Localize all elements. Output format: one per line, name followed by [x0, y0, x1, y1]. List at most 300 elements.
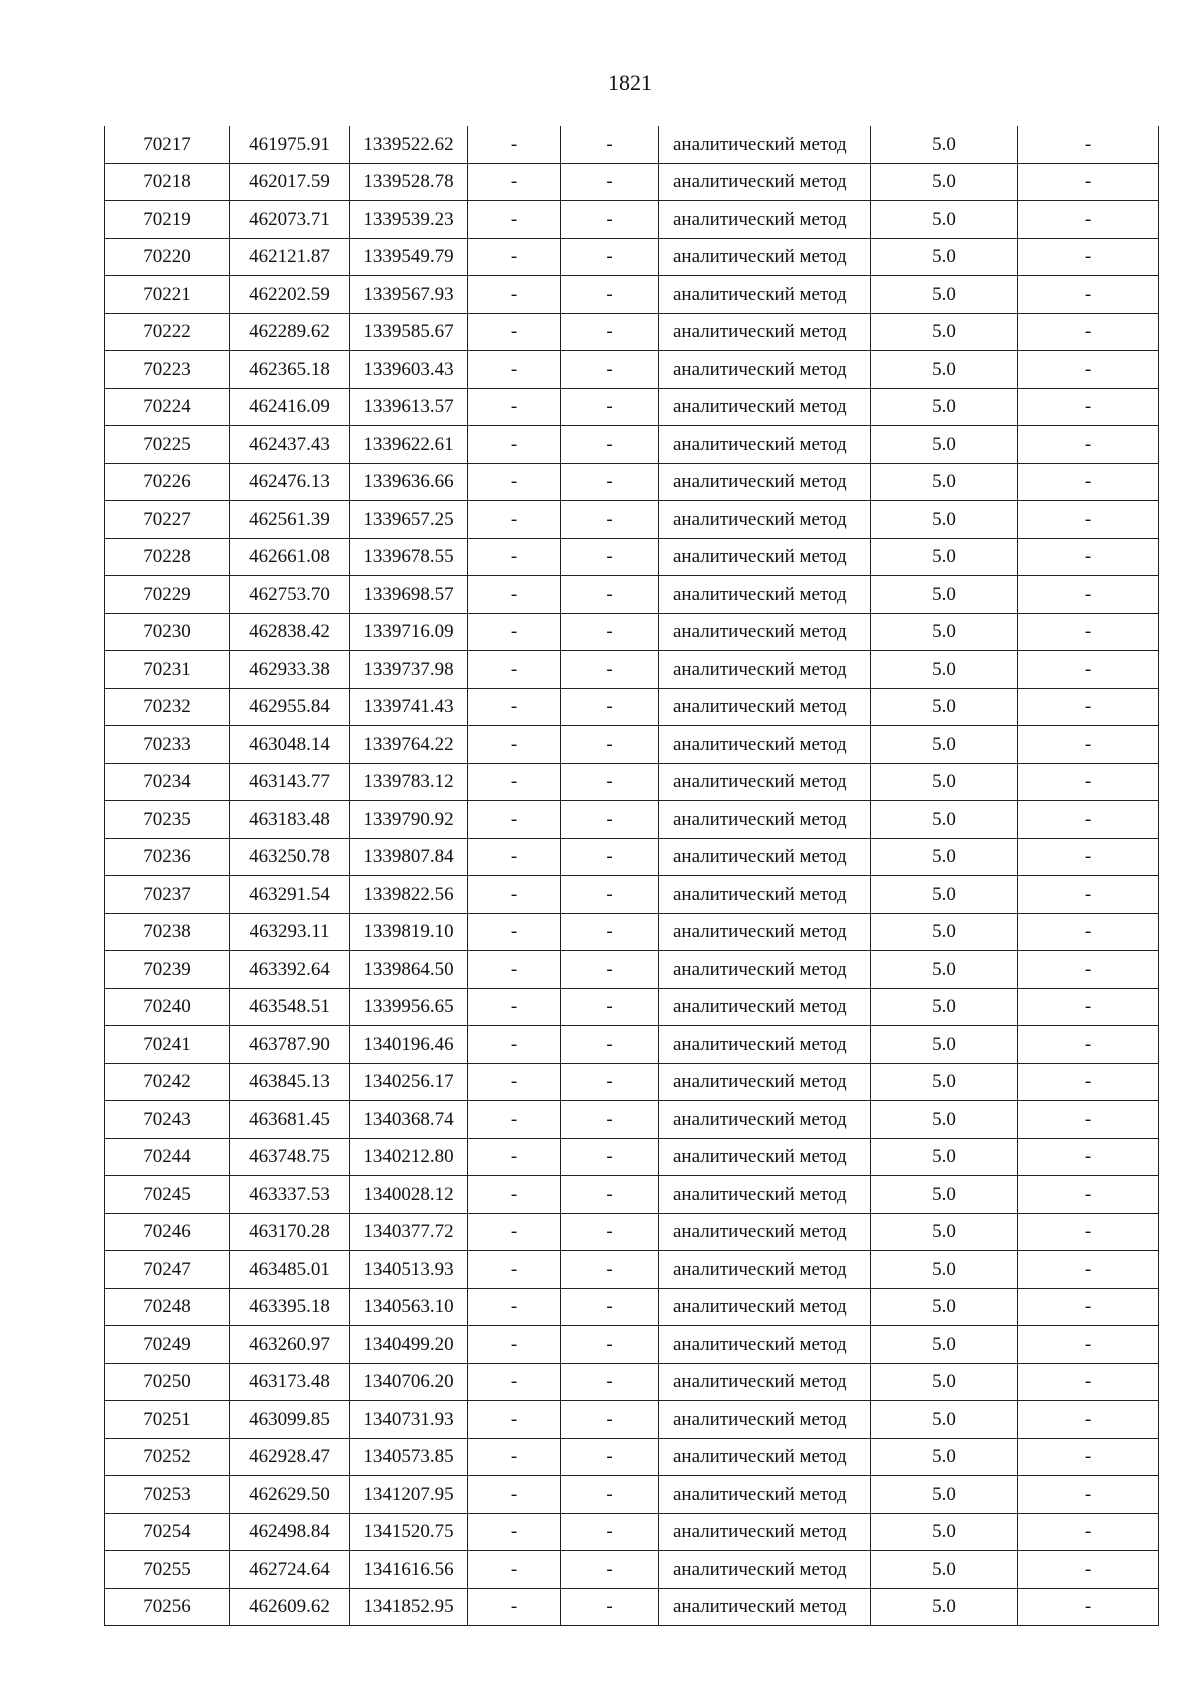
empty-cell-3: - — [1018, 1363, 1159, 1401]
table-row — [105, 613, 1159, 651]
empty-cell-2: - — [561, 388, 659, 426]
empty-cell-1: - — [468, 1213, 561, 1251]
x-coordinate-cell: 463183.48 — [230, 801, 350, 839]
point-number-cell: 70250 — [105, 1363, 230, 1401]
point-number-cell: 70237 — [105, 876, 230, 914]
y-coordinate-cell: 1340513.93 — [350, 1251, 468, 1289]
point-number-cell: 70233 — [105, 726, 230, 764]
empty-cell-3: - — [1018, 201, 1159, 239]
point-number-cell: 70240 — [105, 988, 230, 1026]
point-number-cell: 70249 — [105, 1326, 230, 1364]
x-coordinate-cell: 462437.43 — [230, 426, 350, 464]
accuracy-cell: 5.0 — [871, 201, 1018, 239]
method-cell: аналитический метод — [659, 538, 871, 576]
method-cell: аналитический метод — [659, 463, 871, 501]
table-row — [105, 576, 1159, 614]
empty-cell-1: - — [468, 1101, 561, 1139]
empty-cell-1: - — [468, 538, 561, 576]
point-number-cell: 70219 — [105, 201, 230, 239]
method-cell: аналитический метод — [659, 951, 871, 989]
point-number-cell: 70226 — [105, 463, 230, 501]
accuracy-cell: 5.0 — [871, 1101, 1018, 1139]
empty-cell-2: - — [561, 1326, 659, 1364]
empty-cell-1: - — [468, 651, 561, 689]
table-row — [105, 1551, 1159, 1589]
empty-cell-2: - — [561, 1213, 659, 1251]
x-coordinate-cell: 463748.75 — [230, 1138, 350, 1176]
y-coordinate-cell: 1339522.62 — [350, 126, 468, 163]
y-coordinate-cell: 1339737.98 — [350, 651, 468, 689]
empty-cell-2: - — [561, 426, 659, 464]
accuracy-cell: 5.0 — [871, 1401, 1018, 1439]
point-number-cell: 70241 — [105, 1026, 230, 1064]
table-row — [105, 201, 1159, 239]
table-row — [105, 351, 1159, 389]
accuracy-cell: 5.0 — [871, 1438, 1018, 1476]
accuracy-cell: 5.0 — [871, 351, 1018, 389]
empty-cell-2: - — [561, 1138, 659, 1176]
point-number-cell: 70230 — [105, 613, 230, 651]
point-number-cell: 70234 — [105, 763, 230, 801]
empty-cell-1: - — [468, 276, 561, 314]
x-coordinate-cell: 462498.84 — [230, 1513, 350, 1551]
table-row — [105, 1101, 1159, 1139]
x-coordinate-cell: 461975.91 — [230, 126, 350, 163]
empty-cell-3: - — [1018, 1063, 1159, 1101]
empty-cell-3: - — [1018, 163, 1159, 201]
y-coordinate-cell: 1339764.22 — [350, 726, 468, 764]
table-row — [105, 1363, 1159, 1401]
empty-cell-2: - — [561, 1176, 659, 1214]
y-coordinate-cell: 1339698.57 — [350, 576, 468, 614]
x-coordinate-cell: 462955.84 — [230, 688, 350, 726]
empty-cell-1: - — [468, 1326, 561, 1364]
method-cell: аналитический метод — [659, 1401, 871, 1439]
x-coordinate-cell: 463485.01 — [230, 1251, 350, 1289]
accuracy-cell: 5.0 — [871, 613, 1018, 651]
x-coordinate-cell: 462561.39 — [230, 501, 350, 539]
table-row — [105, 651, 1159, 689]
empty-cell-3: - — [1018, 538, 1159, 576]
y-coordinate-cell: 1339807.84 — [350, 838, 468, 876]
x-coordinate-cell: 463260.97 — [230, 1326, 350, 1364]
y-coordinate-cell: 1340368.74 — [350, 1101, 468, 1139]
point-number-cell: 70245 — [105, 1176, 230, 1214]
method-cell: аналитический метод — [659, 1138, 871, 1176]
method-cell: аналитический метод — [659, 876, 871, 914]
accuracy-cell: 5.0 — [871, 1476, 1018, 1514]
x-coordinate-cell: 462609.62 — [230, 1588, 350, 1626]
point-number-cell: 70256 — [105, 1588, 230, 1626]
empty-cell-3: - — [1018, 1401, 1159, 1439]
method-cell: аналитический метод — [659, 1513, 871, 1551]
table-row — [105, 388, 1159, 426]
x-coordinate-cell: 463250.78 — [230, 838, 350, 876]
method-cell: аналитический метод — [659, 351, 871, 389]
table-row — [105, 1063, 1159, 1101]
table-row — [105, 1513, 1159, 1551]
table-row — [105, 426, 1159, 464]
x-coordinate-cell: 462416.09 — [230, 388, 350, 426]
x-coordinate-cell: 463337.53 — [230, 1176, 350, 1214]
method-cell: аналитический метод — [659, 913, 871, 951]
empty-cell-3: - — [1018, 388, 1159, 426]
method-cell: аналитический метод — [659, 838, 871, 876]
x-coordinate-cell: 462933.38 — [230, 651, 350, 689]
empty-cell-1: - — [468, 1138, 561, 1176]
y-coordinate-cell: 1339603.43 — [350, 351, 468, 389]
method-cell: аналитический метод — [659, 426, 871, 464]
y-coordinate-cell: 1340563.10 — [350, 1288, 468, 1326]
point-number-cell: 70253 — [105, 1476, 230, 1514]
method-cell: аналитический метод — [659, 1588, 871, 1626]
empty-cell-1: - — [468, 126, 561, 163]
empty-cell-3: - — [1018, 426, 1159, 464]
empty-cell-1: - — [468, 501, 561, 539]
y-coordinate-cell: 1339678.55 — [350, 538, 468, 576]
method-cell: аналитический метод — [659, 313, 871, 351]
empty-cell-1: - — [468, 1513, 561, 1551]
empty-cell-2: - — [561, 988, 659, 1026]
empty-cell-1: - — [468, 763, 561, 801]
point-number-cell: 70235 — [105, 801, 230, 839]
method-cell: аналитический метод — [659, 1438, 871, 1476]
y-coordinate-cell: 1340573.85 — [350, 1438, 468, 1476]
empty-cell-3: - — [1018, 1026, 1159, 1064]
x-coordinate-cell: 462073.71 — [230, 201, 350, 239]
point-number-cell: 70223 — [105, 351, 230, 389]
point-number-cell: 70255 — [105, 1551, 230, 1589]
point-number-cell: 70243 — [105, 1101, 230, 1139]
table-row — [105, 463, 1159, 501]
method-cell: аналитический метод — [659, 126, 871, 163]
method-cell: аналитический метод — [659, 163, 871, 201]
method-cell: аналитический метод — [659, 388, 871, 426]
x-coordinate-cell: 463395.18 — [230, 1288, 350, 1326]
empty-cell-1: - — [468, 613, 561, 651]
method-cell: аналитический метод — [659, 1476, 871, 1514]
table-row — [105, 726, 1159, 764]
y-coordinate-cell: 1340196.46 — [350, 1026, 468, 1064]
empty-cell-3: - — [1018, 276, 1159, 314]
empty-cell-2: - — [561, 463, 659, 501]
accuracy-cell: 5.0 — [871, 126, 1018, 163]
accuracy-cell: 5.0 — [871, 538, 1018, 576]
y-coordinate-cell: 1339741.43 — [350, 688, 468, 726]
empty-cell-3: - — [1018, 1588, 1159, 1626]
y-coordinate-cell: 1341520.75 — [350, 1513, 468, 1551]
accuracy-cell: 5.0 — [871, 688, 1018, 726]
empty-cell-3: - — [1018, 1213, 1159, 1251]
table-row — [105, 838, 1159, 876]
y-coordinate-cell: 1340028.12 — [350, 1176, 468, 1214]
empty-cell-2: - — [561, 201, 659, 239]
empty-cell-2: - — [561, 1026, 659, 1064]
empty-cell-1: - — [468, 688, 561, 726]
empty-cell-2: - — [561, 351, 659, 389]
table-row — [105, 1176, 1159, 1214]
table-row — [105, 1213, 1159, 1251]
y-coordinate-cell: 1341852.95 — [350, 1588, 468, 1626]
point-number-cell: 70218 — [105, 163, 230, 201]
coordinates-table — [104, 126, 1159, 1626]
method-cell: аналитический метод — [659, 651, 871, 689]
y-coordinate-cell: 1339622.61 — [350, 426, 468, 464]
y-coordinate-cell: 1340731.93 — [350, 1401, 468, 1439]
empty-cell-2: - — [561, 838, 659, 876]
table-body — [105, 126, 1159, 1626]
empty-cell-2: - — [561, 538, 659, 576]
method-cell: аналитический метод — [659, 1251, 871, 1289]
point-number-cell: 70222 — [105, 313, 230, 351]
x-coordinate-cell: 463845.13 — [230, 1063, 350, 1101]
empty-cell-1: - — [468, 388, 561, 426]
point-number-cell: 70224 — [105, 388, 230, 426]
method-cell: аналитический метод — [659, 1551, 871, 1589]
x-coordinate-cell: 463170.28 — [230, 1213, 350, 1251]
y-coordinate-cell: 1339956.65 — [350, 988, 468, 1026]
accuracy-cell: 5.0 — [871, 238, 1018, 276]
empty-cell-3: - — [1018, 726, 1159, 764]
empty-cell-1: - — [468, 463, 561, 501]
method-cell: аналитический метод — [659, 276, 871, 314]
x-coordinate-cell: 462661.08 — [230, 538, 350, 576]
empty-cell-1: - — [468, 201, 561, 239]
empty-cell-1: - — [468, 1588, 561, 1626]
empty-cell-2: - — [561, 313, 659, 351]
accuracy-cell: 5.0 — [871, 988, 1018, 1026]
point-number-cell: 70247 — [105, 1251, 230, 1289]
y-coordinate-cell: 1339528.78 — [350, 163, 468, 201]
empty-cell-2: - — [561, 163, 659, 201]
accuracy-cell: 5.0 — [871, 426, 1018, 464]
x-coordinate-cell: 462753.70 — [230, 576, 350, 614]
empty-cell-2: - — [561, 1063, 659, 1101]
point-number-cell: 70246 — [105, 1213, 230, 1251]
table-row — [105, 1438, 1159, 1476]
empty-cell-2: - — [561, 951, 659, 989]
y-coordinate-cell: 1339819.10 — [350, 913, 468, 951]
empty-cell-2: - — [561, 801, 659, 839]
accuracy-cell: 5.0 — [871, 313, 1018, 351]
y-coordinate-cell: 1339822.56 — [350, 876, 468, 914]
accuracy-cell: 5.0 — [871, 1138, 1018, 1176]
method-cell: аналитический метод — [659, 1063, 871, 1101]
table-row — [105, 1588, 1159, 1626]
empty-cell-1: - — [468, 1438, 561, 1476]
empty-cell-3: - — [1018, 1438, 1159, 1476]
table-row — [105, 988, 1159, 1026]
x-coordinate-cell: 462121.87 — [230, 238, 350, 276]
point-number-cell: 70220 — [105, 238, 230, 276]
point-number-cell: 70221 — [105, 276, 230, 314]
method-cell: аналитический метод — [659, 1363, 871, 1401]
y-coordinate-cell: 1339790.92 — [350, 801, 468, 839]
empty-cell-3: - — [1018, 951, 1159, 989]
y-coordinate-cell: 1340706.20 — [350, 1363, 468, 1401]
empty-cell-1: - — [468, 801, 561, 839]
point-number-cell: 70254 — [105, 1513, 230, 1551]
point-number-cell: 70228 — [105, 538, 230, 576]
table-row — [105, 1251, 1159, 1289]
empty-cell-3: - — [1018, 876, 1159, 914]
empty-cell-2: - — [561, 1476, 659, 1514]
x-coordinate-cell: 462202.59 — [230, 276, 350, 314]
method-cell: аналитический метод — [659, 1176, 871, 1214]
table-row — [105, 1326, 1159, 1364]
table-row — [105, 313, 1159, 351]
accuracy-cell: 5.0 — [871, 1363, 1018, 1401]
empty-cell-2: - — [561, 126, 659, 163]
x-coordinate-cell: 463681.45 — [230, 1101, 350, 1139]
accuracy-cell: 5.0 — [871, 1026, 1018, 1064]
empty-cell-3: - — [1018, 1176, 1159, 1214]
accuracy-cell: 5.0 — [871, 951, 1018, 989]
empty-cell-1: - — [468, 1551, 561, 1589]
point-number-cell: 70225 — [105, 426, 230, 464]
point-number-cell: 70239 — [105, 951, 230, 989]
table-row — [105, 876, 1159, 914]
empty-cell-3: - — [1018, 988, 1159, 1026]
empty-cell-1: - — [468, 1476, 561, 1514]
accuracy-cell: 5.0 — [871, 388, 1018, 426]
empty-cell-1: - — [468, 951, 561, 989]
y-coordinate-cell: 1339783.12 — [350, 763, 468, 801]
x-coordinate-cell: 462724.64 — [230, 1551, 350, 1589]
x-coordinate-cell: 462017.59 — [230, 163, 350, 201]
accuracy-cell: 5.0 — [871, 1326, 1018, 1364]
y-coordinate-cell: 1341207.95 — [350, 1476, 468, 1514]
empty-cell-3: - — [1018, 1101, 1159, 1139]
accuracy-cell: 5.0 — [871, 876, 1018, 914]
y-coordinate-cell: 1339636.66 — [350, 463, 468, 501]
method-cell: аналитический метод — [659, 576, 871, 614]
empty-cell-3: - — [1018, 651, 1159, 689]
empty-cell-2: - — [561, 1438, 659, 1476]
empty-cell-1: - — [468, 988, 561, 1026]
table-row — [105, 276, 1159, 314]
empty-cell-3: - — [1018, 463, 1159, 501]
empty-cell-1: - — [468, 1026, 561, 1064]
point-number-cell: 70232 — [105, 688, 230, 726]
x-coordinate-cell: 462476.13 — [230, 463, 350, 501]
point-number-cell: 70238 — [105, 913, 230, 951]
table-row — [105, 951, 1159, 989]
empty-cell-1: - — [468, 576, 561, 614]
empty-cell-3: - — [1018, 1326, 1159, 1364]
empty-cell-1: - — [468, 1288, 561, 1326]
accuracy-cell: 5.0 — [871, 1551, 1018, 1589]
method-cell: аналитический метод — [659, 238, 871, 276]
accuracy-cell: 5.0 — [871, 463, 1018, 501]
method-cell: аналитический метод — [659, 1101, 871, 1139]
accuracy-cell: 5.0 — [871, 838, 1018, 876]
table-row — [105, 688, 1159, 726]
accuracy-cell: 5.0 — [871, 1251, 1018, 1289]
empty-cell-2: - — [561, 1588, 659, 1626]
empty-cell-1: - — [468, 1401, 561, 1439]
y-coordinate-cell: 1340377.72 — [350, 1213, 468, 1251]
empty-cell-2: - — [561, 238, 659, 276]
empty-cell-2: - — [561, 276, 659, 314]
method-cell: аналитический метод — [659, 501, 871, 539]
accuracy-cell: 5.0 — [871, 1288, 1018, 1326]
point-number-cell: 70244 — [105, 1138, 230, 1176]
empty-cell-3: - — [1018, 913, 1159, 951]
method-cell: аналитический метод — [659, 726, 871, 764]
empty-cell-3: - — [1018, 613, 1159, 651]
accuracy-cell: 5.0 — [871, 726, 1018, 764]
table-row — [105, 1026, 1159, 1064]
accuracy-cell: 5.0 — [871, 801, 1018, 839]
point-number-cell: 70229 — [105, 576, 230, 614]
point-number-cell: 70227 — [105, 501, 230, 539]
empty-cell-3: - — [1018, 351, 1159, 389]
empty-cell-2: - — [561, 1101, 659, 1139]
empty-cell-2: - — [561, 613, 659, 651]
point-number-cell: 70217 — [105, 126, 230, 163]
accuracy-cell: 5.0 — [871, 1176, 1018, 1214]
method-cell: аналитический метод — [659, 1213, 871, 1251]
table-row — [105, 238, 1159, 276]
point-number-cell: 70236 — [105, 838, 230, 876]
empty-cell-3: - — [1018, 763, 1159, 801]
x-coordinate-cell: 463048.14 — [230, 726, 350, 764]
method-cell: аналитический метод — [659, 201, 871, 239]
empty-cell-2: - — [561, 576, 659, 614]
empty-cell-2: - — [561, 1551, 659, 1589]
accuracy-cell: 5.0 — [871, 576, 1018, 614]
method-cell: аналитический метод — [659, 688, 871, 726]
method-cell: аналитический метод — [659, 1326, 871, 1364]
empty-cell-1: - — [468, 313, 561, 351]
method-cell: аналитический метод — [659, 1026, 871, 1064]
accuracy-cell: 5.0 — [871, 501, 1018, 539]
table-row — [105, 538, 1159, 576]
table-row — [105, 1138, 1159, 1176]
table-row — [105, 1288, 1159, 1326]
x-coordinate-cell: 463787.90 — [230, 1026, 350, 1064]
x-coordinate-cell: 462838.42 — [230, 613, 350, 651]
empty-cell-3: - — [1018, 313, 1159, 351]
table-row — [105, 913, 1159, 951]
accuracy-cell: 5.0 — [871, 763, 1018, 801]
empty-cell-1: - — [468, 726, 561, 764]
y-coordinate-cell: 1339864.50 — [350, 951, 468, 989]
empty-cell-2: - — [561, 876, 659, 914]
method-cell: аналитический метод — [659, 613, 871, 651]
x-coordinate-cell: 463173.48 — [230, 1363, 350, 1401]
x-coordinate-cell: 463143.77 — [230, 763, 350, 801]
accuracy-cell: 5.0 — [871, 913, 1018, 951]
empty-cell-3: - — [1018, 1551, 1159, 1589]
table-row — [105, 163, 1159, 201]
empty-cell-3: - — [1018, 1288, 1159, 1326]
empty-cell-3: - — [1018, 126, 1159, 163]
table-row — [105, 1401, 1159, 1439]
empty-cell-3: - — [1018, 501, 1159, 539]
table-row — [105, 763, 1159, 801]
table-row — [105, 126, 1159, 163]
x-coordinate-cell: 462289.62 — [230, 313, 350, 351]
accuracy-cell: 5.0 — [871, 651, 1018, 689]
accuracy-cell: 5.0 — [871, 1588, 1018, 1626]
empty-cell-1: - — [468, 238, 561, 276]
table-row — [105, 501, 1159, 539]
y-coordinate-cell: 1339585.67 — [350, 313, 468, 351]
empty-cell-2: - — [561, 688, 659, 726]
x-coordinate-cell: 463392.64 — [230, 951, 350, 989]
